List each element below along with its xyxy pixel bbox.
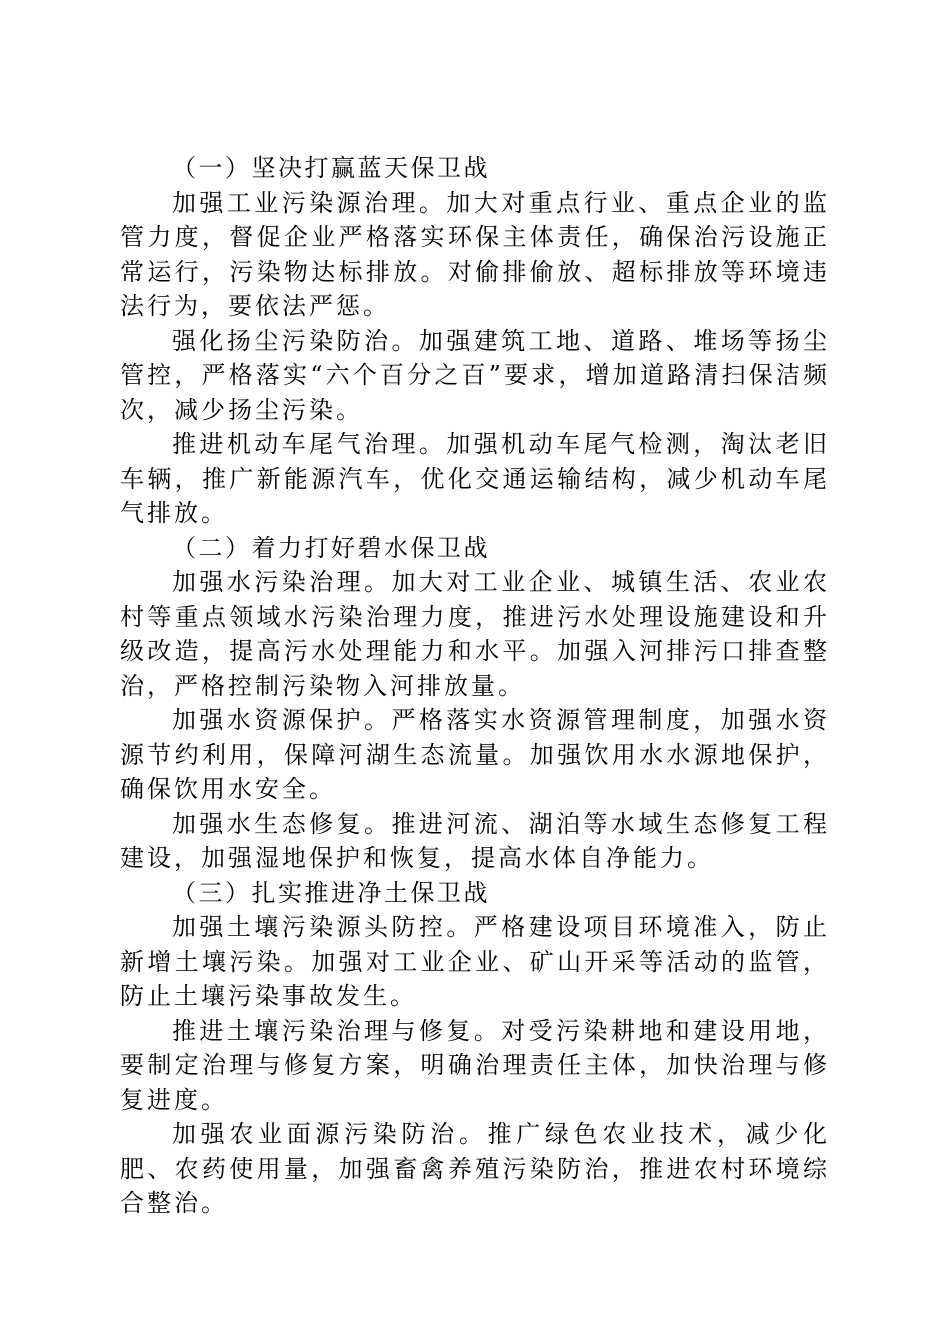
paragraph-water-pollution: 加强水污染治理。加大对工业企业、城镇生活、农业农村等重点领域水污染治理力度，推进污水处理设施建设和升级改造，提高污水处理能力和水平。加强入河排污口排查整治，严格控制污染物入河排放量。 <box>120 568 830 700</box>
paragraph-dust-control: 强化扬尘污染防治。加强建筑工地、道路、堆场等扬尘管控，严格落实“六个百分之百”要求，增加道路清扫保洁频次，减少扬尘污染。 <box>120 326 830 424</box>
section-heading-1: （一）坚决打赢蓝天保卫战 <box>172 154 490 182</box>
paragraph-soil-prevention: 加强土壤污染源头防控。严格建设项目环境准入，防止新增土壤污染。加强对工业企业、矿山开采等活动的监管，防止土壤污染事故发生。 <box>120 913 830 1010</box>
paragraph-vehicle-exhaust: 推进机动车尾气治理。加强机动车尾气检测，淘汰老旧车辆，推广新能源汽车，优化交通运输结构，减少机动车尾气排放。 <box>120 430 830 527</box>
paragraph-water-ecology: 加强水生态修复。推进河流、湖泊等水域生态修复工程建设，加强湿地保护和恢复，提高水体自净能力。 <box>120 809 830 872</box>
paragraph-agricultural-pollution: 加强农业面源污染防治。推广绿色农业技术，减少化肥、农药使用量，加强畜禽养殖污染防治，推进农村环境综合整治。 <box>120 1120 830 1217</box>
section-heading-3: （三）扎实推进净土保卫战 <box>172 878 490 907</box>
paragraph-industrial-pollution: 加强工业污染源治理。加大对重点行业、重点企业的监管力度，督促企业严格落实环保主体责任，确保治污设施正常运行，污染物达标排放。对偷排偷放、超标排放等环境违法行为，要依法严惩。 <box>120 188 830 320</box>
paragraph-soil-remediation: 推进土壤污染治理与修复。对受污染耕地和建设用地，要制定治理与修复方案，明确治理责任主体，加快治理与修复进度。 <box>120 1016 830 1114</box>
section-heading-2: （二）着力打好碧水保卫战 <box>172 533 490 562</box>
document-page <box>120 151 830 1221</box>
paragraph-water-resources: 加强水资源保护。严格落实水资源管理制度，加强水资源节约利用，保障河湖生态流量。加强饮用水水源地保护，确保饮用水安全。 <box>120 706 830 803</box>
